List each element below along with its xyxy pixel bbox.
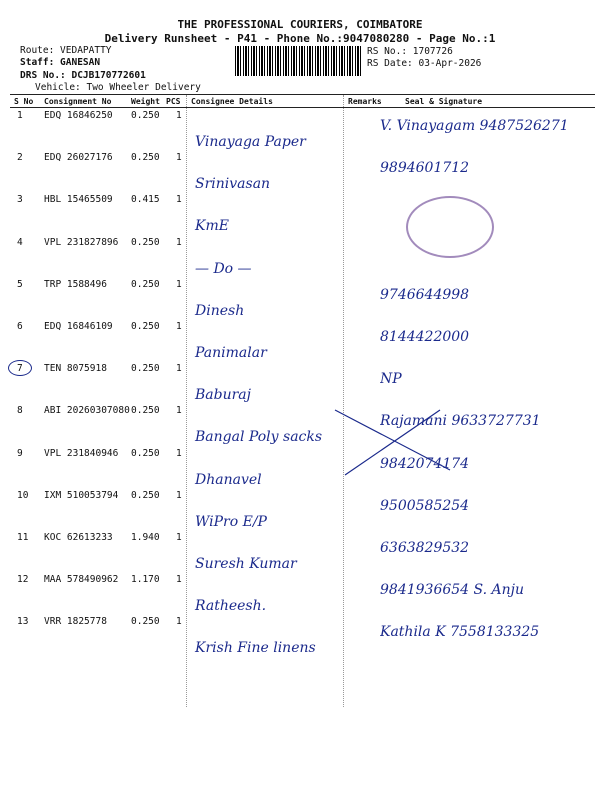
row-consignment-no: VPL 231840946 [44,447,119,459]
row-pcs: 1 [176,236,182,248]
barcode-image [235,46,363,76]
row-weight: 1.940 [131,532,160,543]
row-signature: 9841936654 S. Anju [380,582,524,599]
row-consignment-no: IXM 510053794 [44,489,119,501]
vehicle-label: Vehicle: Two Wheeler Delivery [35,82,201,93]
row-signature: 8144422000 [380,329,470,345]
col-consignment: Consignment No [44,97,112,106]
row-consignee: WiPro E/P [195,513,267,530]
row-sno: 1 [17,110,23,121]
circle-mark-row-7 [8,360,32,376]
row-sno: 5 [17,278,23,290]
row-signature: 9500585254 [380,497,470,514]
row-sno: 10 [17,489,29,501]
row-sno: 4 [17,236,23,248]
row-weight: 0.250 [131,110,160,121]
consignee-divider [186,95,187,707]
rs-date: RS Date: 03-Apr-2026 [367,58,482,69]
row-weight: 0.250 [131,236,160,248]
row-consignee: Ratheesh. [195,598,267,615]
row-weight: 0.250 [131,152,160,164]
row-consignee: Baburaj [195,387,251,404]
staff-label: Staff: GANESAN [20,57,101,68]
rs-number: RS No.: 1707726 [367,46,453,57]
row-weight: 0.250 [131,447,160,459]
col-sno: S No [14,97,34,106]
row-signature: NP [380,371,402,388]
table-header-rule [10,107,595,108]
row-pcs: 1 [176,574,182,586]
row-pcs: 1 [176,616,182,628]
row-pcs: 1 [176,447,182,459]
row-pcs: 1 [176,405,182,417]
row-sno: 12 [17,574,29,586]
row-sno: 8 [17,405,23,417]
row-sno: 11 [17,532,29,543]
row-consignee: Bangal Poly sacks [195,429,323,446]
row-consignee: Srinivasan [195,176,271,193]
row-pcs: 1 [176,532,182,543]
runsheet-title: Delivery Runsheet - P41 - Phone No.:9047080280 - Page No.:1 [104,32,496,45]
row-weight: 0.250 [131,363,160,375]
row-consignee: Suresh Kumar [195,556,297,572]
row-weight: 1.170 [131,574,160,586]
row-consignee: KmE [195,218,229,235]
row-consignee: Krish Fine linens [195,640,316,657]
row-consignment-no: VRR 1825778 [44,616,107,628]
row-pcs: 1 [176,152,182,164]
row-sno: 7 [17,363,23,375]
cross-arrow-mark [330,400,460,480]
row-consignment-no: KOC 62613233 [44,532,113,543]
row-weight: 0.250 [131,489,160,501]
row-consignment-no: VPL 231827896 [44,236,119,248]
row-consignment-no: EDQ 16846109 [44,321,113,332]
row-consignment-no: EDQ 26027176 [44,152,113,164]
row-consignment-no: HBL 15465509 [44,194,113,206]
row-signature: 9746644998 [380,286,470,303]
row-sno: 3 [17,194,23,206]
row-consignee: Dhanavel [195,471,262,488]
row-consignee: Panimalar [195,345,267,361]
table-top-rule [10,94,595,95]
col-pcs: PCS [166,97,181,106]
row-pcs: 1 [176,321,182,332]
row-signature: Rajamani 9633727731 [380,413,541,430]
col-remarks: Remarks [348,97,382,106]
row-sno: 2 [17,152,23,164]
row-sno: 6 [17,321,23,332]
row-weight: 0.250 [131,616,160,628]
row-signature: Kathila K 7558133325 [380,624,540,641]
row-sno: 9 [17,447,23,459]
row-consignee: — Do — [195,260,252,277]
col-weight: Weight [131,97,160,106]
row-pcs: 1 [176,278,182,290]
row-sno: 13 [17,616,29,628]
company-name: THE PROFESSIONAL COURIERS, COIMBATORE [177,18,423,31]
row-weight: 0.250 [131,405,160,417]
row-signature: 6363829532 [380,540,470,556]
row-consignment-no: MAA 578490962 [44,574,119,586]
row-consignment-no: TRP 1588496 [44,278,107,290]
col-signature: Seal & Signature [405,97,483,106]
row-pcs: 1 [176,363,182,375]
row-consignment-no: ABI 20260307080 [44,405,130,417]
row-signature: V. Vinayagam 9487526271 [380,118,569,134]
row-pcs: 1 [176,489,182,501]
row-pcs: 1 [176,194,182,206]
row-weight: 0.415 [131,194,160,206]
row-pcs: 1 [176,110,182,121]
row-consignee: Dinesh [195,302,245,319]
row-consignment-no: TEN 8075918 [44,363,107,375]
row-weight: 0.250 [131,278,160,290]
drs-label: DRS No.: DCJB170772601 [20,70,146,81]
row-consignee: Vinayaga Paper [195,134,306,150]
row-weight: 0.250 [131,321,160,332]
row-consignment-no: EDQ 16846250 [44,110,113,121]
seal-stamp [406,196,494,258]
route-label: Route: VEDAPATTY [20,45,112,56]
row-signature: 9842074174 [380,455,470,472]
row-signature: 9894601712 [380,160,470,177]
col-consignee: Consignee Details [191,97,273,106]
